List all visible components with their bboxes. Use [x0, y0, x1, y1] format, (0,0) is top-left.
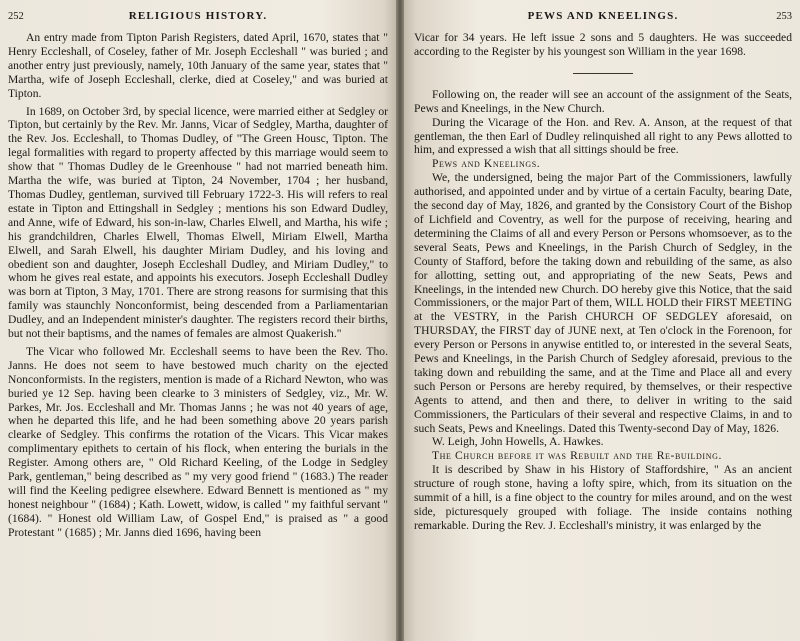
- paragraph-vicar-janns: The Vicar who followed Mr. Eccleshall seems to have been the Rev. Tho. Janns. He does not seem to have bestowed much charity on the ejected Nonconformists. In the registers, mention is made of a Richard Newton, who was buried ye 12 Sep. having been clearke to 3 ministers of Sedgley, viz., Mr. W. Parkes, Mr. Jos. Eccleshall and Mr. Thomas Janns ; he was not 40 years of age, when he departed this life, and he had been something above 20 years parish clearke of Sedgley. This confirms the rotation of the Vicars. This Vicar makes complimentary epithets to certain of his flock, when entering the burials in the Register. Among others are, " Old Richard Keeling, of the Lodge in Sedgley Park, gentleman," being described as " my very good friend " (1683.) The reader will find the Keeling pedigree elsewhere. Edward Bennett is mentioned as " my honest neighbour " (1684) ; Kath. Lowett, widow, is called " my faithful servant " (1684). " Honest old William Law, of Gospel End," is praised as " a good Protestant " (1685) ; Mr. Janns died 1696, having been: [8, 344, 388, 539]
- subheading-church-rebuilding: The Church before it was Rebuilt and the Re-building.: [432, 449, 722, 463]
- left-running-head: [8, 10, 388, 25]
- paragraph-1689-marriage: In 1689, on October 3rd, by special licence, were married either at Sedgley or Tipton, but certainly by the Rev. Mr. Janns, Vicar of Sedgley, Martha, daughter of the Rev. Jos. Eccleshall, to Thomas Dudley, of "The Green Housc, Tipton. The legal formalities with regard to property affected by this marriage would seem to show that " Thomas Dudley de le Greenhouse " had not married beneath him. Martha the wife, was buried at Tipton, 24 November, 1704 ; her husband, Thomas Dudley, gentleman, survived till February 1722-3. His will refers to real estate in Tipton and Ettingshall in Sedgley ; mentions his son Edward Dudley, and Anne, wife of Edward, his son-in-law, Charles Elwell, and Martha, his wife ; his grandchildren, Charles Elwell, Thomas Elwell, Miriam Elwell, Martha Elwell, and Sarah Elwell, his daughter Miriam Dudley, and his loving and obedient son and daughter, Joseph Eccleshall Dudley, and Miriam Dudley," to whom he gives real estate, and appoints his executors. Joseph Eccleshall Dudley was born at Tipton, 3 May, 1701. There are strong reasons for surmising that this family was staunchly Nonconformist, being descended from a Parliamentarian Dudley, and an Independent minister's daughter. The registers record their births, but not their baptisms, and the names of females are almost Quakerish.": [8, 104, 388, 341]
- book-gutter: [396, 0, 404, 641]
- left-body-text: [8, 31, 388, 540]
- paragraph-anson-vicarage: During the Vicarage of the Hon. and Rev. A. Anson, at the request of that gentleman, the then Earl of Dudley relinquished all right to any Pews allotted to him, and expressed a wish that all sittings should be free.: [414, 115, 792, 157]
- paragraph-commissioners-notice: We, the undersigned, being the major Part of the Commissioners, lawfully authorised, and appointed under and by virtue of a certain Faculty, bearing Date, the second day of May, 1826, and granted by the Consistory Court of the Bishop of Lichfield and Coventry, as well for the purpose of receiving, hearing and determining the Claims of all and every Person or Persons whomsoever, as to the several Seats, Pews and Kneelings, in the Parish Church of Sedgley, in the County of Stafford, before the taking down and rebuilding of the same, as also for allotting, setting out, and appropriating of the new Seats, Pews and Kneelings, in the intended new Church. DO hereby give this Notice, that the said Commissioners, or the major Part of them, WILL HOLD their FIRST MEETING at the VESTRY, in the Parish CHURCH OF SEDGLEY aforesaid, on THURSDAY, the FIRST day of JUNE next, at Ten o'clock in the Forenoon, for every Person or Persons in anywise entitled to, or interested in the several Seats, Pews and Kneelings, in the Parish Church of Sedgley aforesaid, previous to the taking down and rebuilding the same, and at the Time and Place all and every such Person or Persons are hereby required, by themselves, or their respective Agents to attend, and then and there, to deliver in writing to the said Commissioners, the Particulars of their several and respective Claims, in and to such Seats, Pews and Kneelings. Dated this Twenty-second Day of May, 1826.: [414, 171, 792, 435]
- subheading-pews-and-kneelings: Pews and Kneelings.: [432, 157, 541, 171]
- right-running-title: PEWS AND KNEELINGS.: [527, 10, 679, 22]
- paragraph-shaw-description: It is described by Shaw in his History of Staffordshire, " As an ancient structure of rough stone, having a lofty spire, which, from its situation on the summit of a hill, is a fine object to the country for miles around, and on the west side, picturesquely grouped with foliage. The inside contains nothing remarkable. During the Rev. J. Eccleshall's ministry, it was enlarged by the: [414, 463, 792, 532]
- left-running-title: RELIGIOUS HISTORY.: [128, 10, 268, 22]
- right-body-text: [414, 31, 792, 533]
- right-page: [400, 0, 800, 641]
- left-page-number: 252: [8, 11, 24, 22]
- section-divider: [573, 73, 633, 74]
- paragraph-tipton-entry: An entry made from Tipton Parish Registers, dated April, 1670, states that " Henry Eccleshall, of Coseley, father of Mr. Joseph Eccleshall " was buried ; and another entry just previously, namely, 10th January of the same year, states that " Martha, wife of Joseph Eccleshall, clerke, died at Coseley," and was buried at Tipton.: [8, 31, 388, 100]
- right-running-head: [414, 10, 792, 25]
- notice-signatories: W. Leigh, John Howells, A. Hawkes.: [432, 435, 604, 449]
- paragraph-following-on: Following on, the reader will see an account of the assignment of the Seats, Pews and Kneelings, in the New Church.: [414, 87, 792, 115]
- right-page-number: 253: [776, 11, 792, 22]
- paragraph-continuation: Vicar for 34 years. He left issue 2 sons and 5 daughters. He was succeeded according to the Register by his youngest son William in the year 1698.: [414, 31, 792, 58]
